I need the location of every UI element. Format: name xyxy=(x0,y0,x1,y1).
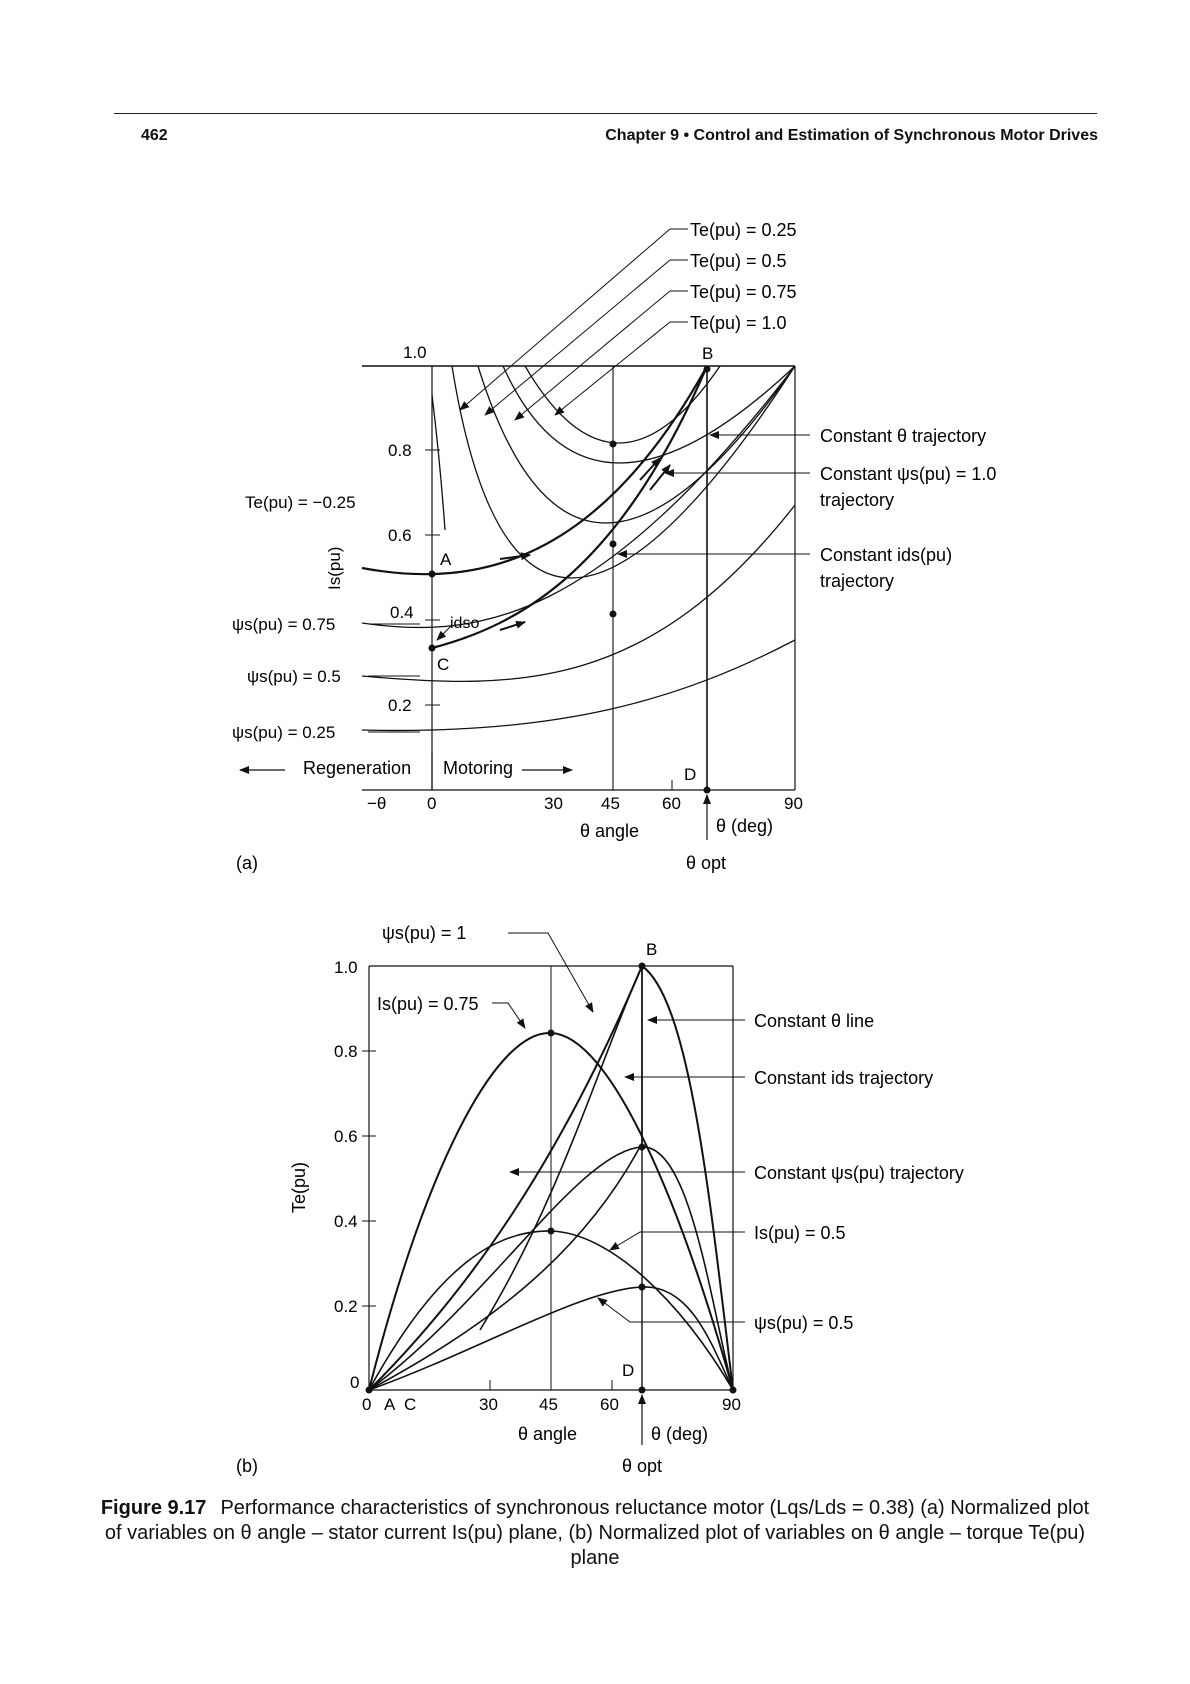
a-theta-opt: θ opt xyxy=(686,853,727,873)
b-ytick-04: 0.4 xyxy=(334,1212,358,1231)
a-torque-025: Te(pu) = 0.25 xyxy=(690,220,797,240)
b-ytick-02: 0.2 xyxy=(334,1297,358,1316)
b-x-unit: θ (deg) xyxy=(651,1424,709,1444)
b-xtick-a: A xyxy=(384,1395,396,1414)
b-xtick-60: 60 xyxy=(600,1395,619,1414)
a-torque-10: Te(pu) = 1.0 xyxy=(690,313,787,333)
a-xtick-45: 45 xyxy=(601,794,620,813)
a-constant-ids-2: trajectory xyxy=(820,571,895,591)
b-ytick-06: 0.6 xyxy=(334,1127,358,1146)
b-x-label: θ angle xyxy=(518,1424,578,1444)
a-y-axis-label: Is(pu) xyxy=(325,546,344,590)
b-xtick-45: 45 xyxy=(539,1395,558,1414)
a-point-b: B xyxy=(702,344,714,363)
a-constant-theta: Constant θ trajectory xyxy=(820,426,987,446)
a-ytick-02: 0.2 xyxy=(388,696,412,715)
a-torque-075: Te(pu) = 0.75 xyxy=(690,282,797,302)
a-torque-05: Te(pu) = 0.5 xyxy=(690,251,787,271)
a-xtick-30: 30 xyxy=(544,794,563,813)
b-is-075: Is(pu) = 0.75 xyxy=(377,994,479,1014)
b-xtick-30: 30 xyxy=(479,1395,498,1414)
b-ytick-1: 1.0 xyxy=(334,958,358,977)
a-constant-ids-1: Constant ids(pu) xyxy=(820,545,953,565)
b-psi-one: ψs(pu) = 1 xyxy=(382,923,467,943)
a-point-d: D xyxy=(684,765,697,784)
b-constant-ids: Constant ids trajectory xyxy=(754,1068,934,1088)
b-panel-label: (b) xyxy=(236,1456,258,1476)
a-ytick-1: 1.0 xyxy=(403,343,427,362)
a-ytick-04: 0.4 xyxy=(390,603,414,622)
a-xtick-neg: −θ xyxy=(367,794,387,813)
running-head: Chapter 9 • Control and Estimation of Synchronous Motor Drives xyxy=(605,127,1098,144)
b-xtick-0: 0 xyxy=(362,1395,372,1414)
b-point-d: D xyxy=(622,1361,635,1380)
b-y-axis-label: Te(pu) xyxy=(289,1161,309,1213)
figure-caption-text: Performance characteristics of synchronous reluctance motor (Lqs/Lds = 0.38) (a) Normalized plot of variables on θ angle – stator current Is(pu) plane, (b) Normalized plot of variables on θ angle – torque Te(pu) plane xyxy=(104,1497,1090,1569)
a-regeneration: Regeneration xyxy=(303,758,412,778)
b-psi-05: ψs(pu) = 0.5 xyxy=(754,1313,854,1333)
figure-label: Figure 9.17 xyxy=(100,1497,207,1519)
a-point-a: A xyxy=(440,550,452,569)
b-constant-psi: Constant ψs(pu) trajectory xyxy=(754,1163,964,1183)
b-xtick-c: C xyxy=(404,1395,417,1414)
a-xtick-0: 0 xyxy=(427,794,437,813)
a-flux-025: ψs(pu) = 0.25 xyxy=(232,723,336,742)
b-xtick-90: 90 xyxy=(722,1395,741,1414)
a-xtick-60: 60 xyxy=(662,794,681,813)
figure-caption xyxy=(100,1496,1090,1571)
a-flux-075: ψs(pu) = 0.75 xyxy=(232,615,336,634)
a-idso-label: idso xyxy=(450,615,480,632)
b-constant-theta: Constant θ line xyxy=(754,1011,875,1031)
a-ytick-08: 0.8 xyxy=(388,441,412,460)
a-point-c: C xyxy=(437,655,450,674)
b-is-05: Is(pu) = 0.5 xyxy=(754,1223,846,1243)
b-theta-opt: θ opt xyxy=(622,1456,663,1476)
b-ytick-08: 0.8 xyxy=(334,1042,358,1061)
page-number: 462 xyxy=(141,127,168,144)
a-constant-psi-2: trajectory xyxy=(820,490,895,510)
a-ytick-06: 0.6 xyxy=(388,526,412,545)
a-constant-psi-1: Constant ψs(pu) = 1.0 xyxy=(820,464,997,484)
a-xtick-90: 90 xyxy=(784,794,803,813)
a-x-unit: θ (deg) xyxy=(716,816,774,836)
b-point-b: B xyxy=(646,940,658,959)
a-motoring: Motoring xyxy=(443,758,514,778)
a-panel-label: (a) xyxy=(236,853,258,873)
a-x-label: θ angle xyxy=(580,821,640,841)
b-ytick-0: 0 xyxy=(350,1373,360,1392)
a-flux-05: ψs(pu) = 0.5 xyxy=(247,667,341,686)
a-neg-torque-label: Te(pu) = −0.25 xyxy=(245,493,356,512)
